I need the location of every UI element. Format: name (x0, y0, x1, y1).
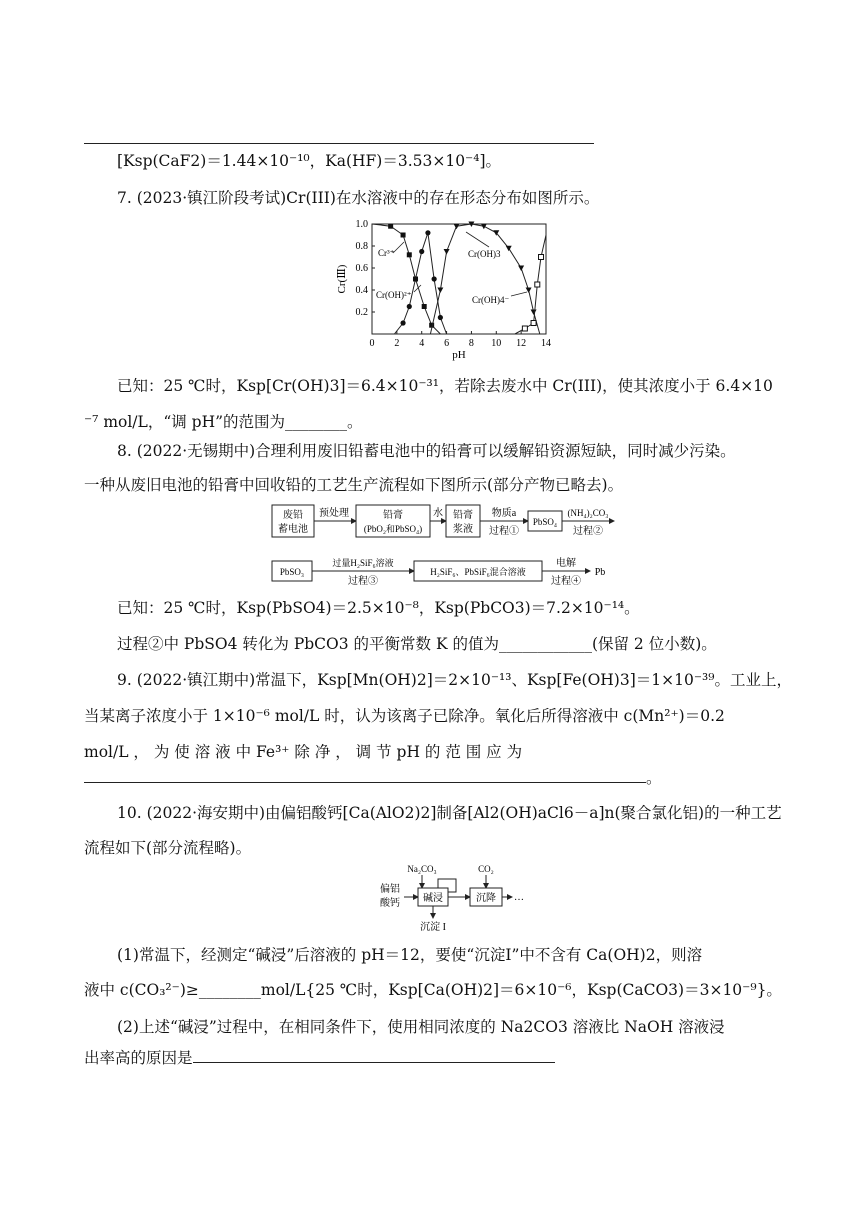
svg-text:废铅: 废铅 (283, 510, 303, 521)
data-point (432, 276, 437, 281)
x-tick-label: 10 (491, 338, 502, 349)
data-point (522, 326, 527, 331)
svg-text:酸钙: 酸钙 (380, 898, 400, 909)
svg-text:…: … (514, 892, 524, 903)
q7-known-2: ⁻⁷ mol/L，“调 pH”的范围为________。 (84, 413, 363, 431)
svg-text:过程②: 过程② (573, 526, 603, 537)
data-point (444, 249, 450, 255)
svg-text:PbSO₃: PbSO₃ (279, 567, 305, 577)
svg-text:铅膏: 铅膏 (383, 510, 403, 521)
y-tick-label: 0.4 (355, 285, 368, 296)
data-point (401, 233, 406, 238)
svg-text:浆液: 浆液 (453, 524, 473, 535)
svg-text:预处理: 预处理 (319, 508, 349, 519)
chart-frame (372, 224, 546, 334)
svg-text:CO₂: CO₂ (478, 864, 494, 874)
svg-text:蓄电池: 蓄电池 (278, 524, 308, 535)
q8-stem-1: 8. (2022·无锡期中)合理利用废旧铅蓄电池中的铅膏可以缓解铅资源短缺，同时减少污染。 (117, 442, 736, 460)
svg-text:水: 水 (433, 508, 443, 519)
q9-line-2: 当某离子浓度小于 1×10⁻⁶ mol/L 时，认为该离子已除净。氧化后所得溶液中 c(Mn²⁺)＝0.2 (84, 707, 725, 725)
svg-text:铅膏: 铅膏 (453, 510, 473, 521)
x-tick-label: 0 (369, 338, 375, 349)
x-tick-label: 2 (394, 338, 400, 349)
y-axis-label: Cr(Ⅲ) (336, 264, 348, 294)
svg-text:PbSO₄: PbSO₄ (532, 517, 558, 527)
data-point (535, 282, 540, 287)
y-tick-label: 0.2 (355, 307, 368, 318)
data-point (407, 304, 412, 309)
data-point (454, 224, 460, 230)
data-point (539, 255, 544, 260)
q10-p2-line-2: 出率高的原因是 (84, 1049, 193, 1067)
svg-text:沉淀 I: 沉淀 I (420, 922, 446, 933)
q10-p1-line-1: (1)常温下，经测定“碱浸”后溶液的 pH＝12，要使“沉淀Ⅰ”中不含有 Ca(OH)2，则溶 (117, 946, 703, 964)
x-tick-label: 4 (419, 338, 425, 349)
svg-text:(NH₄)₂CO₃: (NH₄)₂CO₃ (567, 508, 609, 518)
data-point (388, 224, 393, 229)
x-tick-label: 14 (541, 338, 551, 349)
q8-stem-2: 一种从废旧电池的铅膏中回收铅的工艺生产流程如下图所示(部分产物已略去)。 (84, 476, 624, 494)
q7-known-1: 已知：25 ℃时，Ksp[Cr(OH)3]＝6.4×10⁻³¹，若除去废水中 Cr(III)，使其浓度小于 6.4×10 (117, 377, 773, 395)
data-point (438, 315, 443, 320)
q8-flowchart (268, 503, 618, 589)
x-tick-label: 6 (444, 338, 450, 349)
data-point (422, 304, 427, 309)
svg-text:电解: 电解 (556, 558, 576, 569)
svg-text:沉降: 沉降 (476, 893, 496, 904)
series-line-3 (515, 235, 546, 334)
data-point (437, 288, 443, 294)
q10-p2-line-1: (2)上述“碱浸”过程中，在相同条件下，使用相同浓度的 Na2CO3 溶液比 NaOH 溶液浸 (117, 1018, 725, 1036)
series-label-croh2: Cr(OH)²⁺ (376, 290, 412, 300)
svg-text:碱浸: 碱浸 (423, 893, 443, 904)
x-axis-label: pH (452, 349, 466, 361)
q10-p1-line-2: 液中 c(CO₃²⁻)≥________mol/L{25 ℃时，Ksp[Ca(OH)2]＝6×10⁻⁶，Ksp(CaCO3)＝3×10⁻⁹}。 (84, 981, 782, 999)
q8-question: 过程②中 PbSO4 转化为 PbCO3 的平衡常数 K 的值为____________(保留 2 位小数)。 (117, 635, 717, 653)
series-label-cr3: Cr³⁺ (378, 248, 395, 258)
q10-p2-line-2-wrap (84, 1040, 555, 1076)
series-line-0 (372, 224, 440, 334)
svg-text:过程④: 过程④ (551, 576, 581, 587)
svg-text:H₂SiF₆、PbSiF₆混合溶液: H₂SiF₆、PbSiF₆混合溶液 (430, 567, 526, 577)
svg-text:Na₂CO₃: Na₂CO₃ (407, 864, 437, 874)
data-point (531, 321, 536, 326)
y-tick-label: 0.6 (355, 263, 368, 274)
data-point (531, 310, 537, 316)
x-tick-label: 12 (516, 338, 527, 349)
data-point (407, 252, 412, 257)
q9-line-4-end: 。 (646, 769, 662, 787)
q9-line-1: 9. (2022·镇江期中)常温下，Ksp[Mn(OH)2]＝2×10⁻¹³、Ksp[Fe(OH)3]＝1×10⁻³⁹。工业上， (117, 671, 792, 689)
q10-flowchart (374, 862, 524, 934)
cr-species-chart (330, 212, 570, 362)
y-tick-label: 1.0 (355, 219, 368, 230)
series-line-2 (430, 224, 539, 334)
svg-text:物质a: 物质a (491, 508, 517, 519)
svg-text:过程①: 过程① (489, 526, 519, 537)
q9-line-3: mol/L ， 为 使 溶 液 中 Fe³⁺ 除 净 ， 调 节 pH 的 范 围 应 为 (84, 743, 523, 761)
x-tick-label: 8 (468, 338, 474, 349)
svg-text:(PbO₂和PbSO₄): (PbO₂和PbSO₄) (363, 524, 423, 534)
q10-stem-2: 流程如下(部分流程略)。 (84, 839, 252, 857)
data-point (506, 246, 512, 252)
series-label-croh3: Cr(OH)3 (468, 249, 501, 259)
data-point (419, 249, 424, 254)
q10-stem-1: 10. (2022·海安期中)由偏铝酸钙[Ca(AlO2)2]制备[Al2(OH)aCl6－a]n(聚合氯化铝)的一种工艺 (117, 804, 782, 822)
svg-text:过程③: 过程③ (348, 576, 378, 587)
q9-answer-blank[interactable] (84, 768, 646, 783)
q9-answer-line (84, 760, 674, 796)
data-point (518, 266, 524, 272)
y-tick-label: 0.8 (355, 241, 368, 252)
data-point (425, 230, 430, 235)
q10-p2-answer-blank[interactable] (193, 1048, 555, 1063)
data-point (413, 276, 418, 281)
svg-text:Pb: Pb (594, 567, 606, 578)
svg-text:过量H₂SiF₆溶液: 过量H₂SiF₆溶液 (332, 558, 394, 568)
data-point (481, 224, 487, 230)
ref-line: [Ksp(CaF2)＝1.44×10⁻¹⁰，Ka(HF)＝3.53×10⁻⁴]。 (117, 152, 501, 170)
series-label-croh4: Cr(OH)4⁻ (472, 295, 510, 305)
q8-known: 已知：25 ℃时，Ksp(PbSO4)＝2.5×10⁻⁸，Ksp(PbCO3)＝7.2×10⁻¹⁴。 (117, 599, 640, 617)
q7-stem: 7. (2023·镇江阶段考试)Cr(III)在水溶液中的存在形态分布如图所示。 (117, 189, 600, 207)
svg-text:偏铝: 偏铝 (380, 884, 400, 895)
data-point (400, 320, 405, 325)
